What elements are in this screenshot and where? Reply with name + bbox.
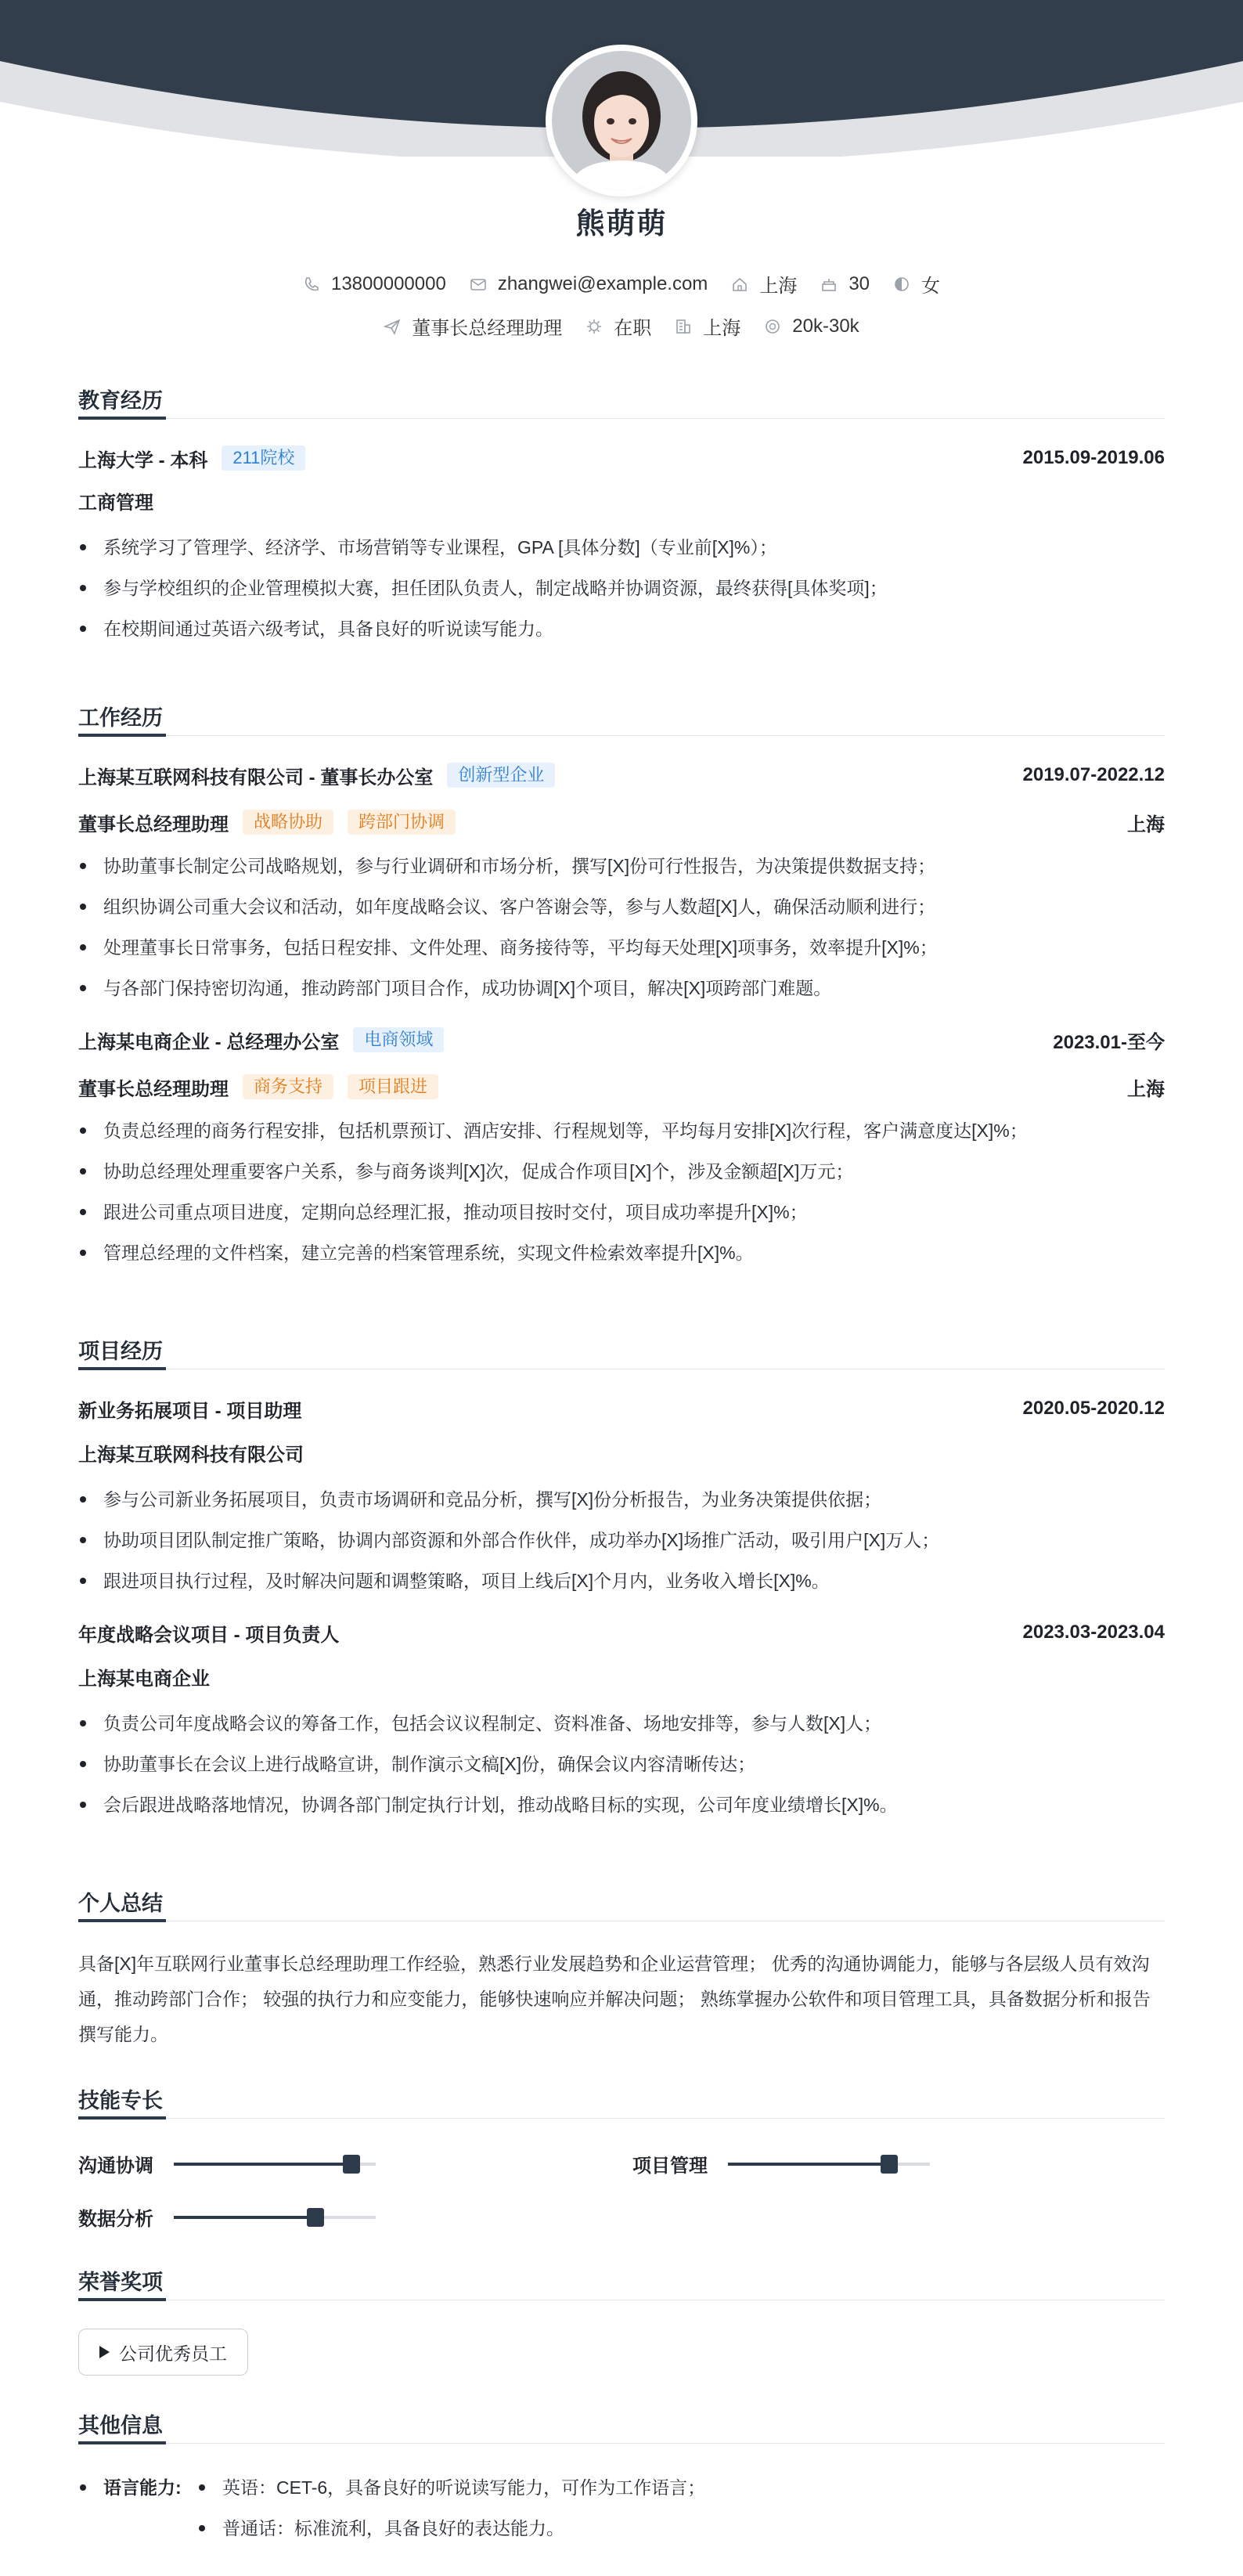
skill-name: 沟通协调	[78, 2156, 153, 2177]
list-item: 与各部门保持密切沟通，推动跨部门项目合作，成功协调[X]个项目，解决[X]项跨部门难题。	[78, 968, 1165, 1008]
section-title: 技能专长	[78, 2086, 1165, 2119]
skill-bar	[728, 2163, 930, 2166]
mail-icon	[470, 276, 487, 293]
job-bullets	[78, 846, 1165, 1008]
role-tag: 项目跟进	[348, 1074, 438, 1099]
gender-item	[893, 270, 940, 298]
job-city: 上海	[1127, 814, 1165, 835]
list-item: 会后跟进战略落地情况，协调各部门制定执行计划，推动战略目标的实现，公司年度业绩增长[X]%。	[78, 1784, 1165, 1825]
age-icon	[820, 276, 838, 293]
candidate-name: 熊萌萌	[575, 207, 668, 240]
major: 工商管理	[78, 492, 153, 514]
avatar-photo	[552, 51, 691, 190]
job-header	[78, 759, 1165, 791]
project-bullets	[78, 1703, 1165, 1825]
gender-icon	[893, 276, 910, 293]
age-item	[820, 273, 870, 295]
skill-name: 数据分析	[78, 2209, 153, 2230]
skill-name: 项目管理	[632, 2156, 708, 2177]
honor-label: 公司优秀员工	[119, 2343, 227, 2364]
language-label: 语言能力:	[78, 2467, 197, 2549]
status-item	[585, 312, 651, 340]
honor-badge	[78, 2329, 248, 2376]
home-icon	[731, 276, 748, 293]
education-bullets	[78, 527, 1165, 649]
list-item: 英语：CET-6，具备良好的听说读写能力，可作为工作语言；	[197, 2467, 705, 2508]
skill-bar	[174, 2163, 376, 2166]
gender-text: 女	[921, 276, 941, 297]
age-text: 30	[848, 272, 870, 294]
phone-text: 13800000000	[330, 272, 446, 294]
job-role: 董事长总经理助理	[78, 1078, 229, 1100]
avatar	[546, 45, 697, 197]
job-period: 2023.01-至今	[1053, 1031, 1165, 1053]
school-tag: 211院校	[222, 446, 305, 471]
role-tag: 跨部门协调	[348, 810, 456, 835]
education-header	[78, 442, 1165, 474]
company-tag: 创新型企业	[447, 763, 555, 788]
project-name: 年度战略会议项目 - 项目负责人	[78, 1624, 340, 1646]
role-tag: 商务支持	[243, 1074, 333, 1099]
project-header	[78, 1617, 1165, 1648]
education-period: 2015.09-2019.06	[1022, 447, 1165, 468]
status-text: 在职	[614, 318, 652, 339]
section-title: 教育经历	[78, 386, 1165, 419]
role-tag: 战略协助	[243, 810, 333, 835]
job-role-row	[78, 1071, 1165, 1102]
job-role-row	[78, 806, 1165, 838]
skill-item	[78, 2203, 376, 2231]
list-item: 组织协调公司重大会议和活动，如年度战略会议、客户答谢会等，参与人数超[X]人，确保活动顺利进行；	[78, 886, 1165, 927]
skill-item	[78, 2150, 376, 2177]
section-title: 个人总结	[78, 1889, 1165, 1921]
skills-grid	[78, 2142, 1165, 2252]
location-item	[731, 270, 797, 298]
project-name: 新业务拓展项目 - 项目助理	[78, 1400, 302, 1422]
project-bullets	[78, 1479, 1165, 1601]
list-item: 跟进公司重点项目进度，定期向总经理汇报，推动项目按时交付，项目成功率提升[X]%；	[78, 1192, 1165, 1232]
list-item: 协助总经理处理重要客户关系，参与商务谈判[X]次，促成合作项目[X]个，涉及金额超[X]万元；	[78, 1151, 1165, 1192]
skill-item	[632, 2150, 930, 2177]
project-header	[78, 1393, 1165, 1424]
company-name: 上海某电商企业 - 总经理办公室	[78, 1031, 340, 1053]
target-city-item	[675, 312, 740, 340]
email-item	[470, 273, 708, 295]
location-text: 上海	[759, 276, 798, 297]
section-title: 项目经历	[78, 1337, 1165, 1369]
job-header	[78, 1024, 1165, 1055]
list-item: 协助董事长在会议上进行战略宣讲，制作演示文稿[X]份，确保会议内容清晰传达；	[78, 1744, 1165, 1784]
list-item: 跟进项目执行过程，及时解决问题和调整策略，项目上线后[X]个月内，业务收入增长[X]%。	[78, 1560, 1165, 1601]
building-icon	[675, 318, 692, 335]
list-item: 管理总经理的文件档案，建立完善的档案管理系统，实现文件检索效率提升[X]%。	[78, 1232, 1165, 1273]
intent-row	[0, 312, 1243, 340]
company-name: 上海某互联网科技有限公司 - 董事长办公室	[78, 767, 434, 788]
language-list	[197, 2467, 705, 2549]
company-tag: 电商领域	[353, 1027, 444, 1052]
play-icon	[99, 2346, 110, 2358]
project-org: 上海某互联网科技有限公司	[78, 1445, 304, 1466]
job-city: 上海	[1127, 1078, 1165, 1100]
phone-item	[303, 273, 446, 295]
projects-section	[78, 1337, 1165, 1825]
salary-icon	[764, 318, 781, 335]
position-text: 董事长总经理助理	[412, 318, 563, 339]
job-bullets	[78, 1110, 1165, 1273]
project-period: 2023.03-2023.04	[1022, 1622, 1165, 1643]
work-section	[78, 703, 1165, 1273]
list-item: 参与公司新业务拓展项目，负责市场调研和竞品分析，撰写[X]份分析报告，为业务决策提供依据；	[78, 1479, 1165, 1520]
skill-bar	[174, 2216, 376, 2219]
list-item: 普通话：标准流利，具备良好的表达能力。	[197, 2508, 705, 2549]
phone-icon	[303, 276, 320, 293]
list-item: 系统学习了管理学、经济学、市场营销等专业课程，GPA [具体分数]（专业前[X]%）；	[78, 527, 1165, 568]
email-text: zhangwei@example.com	[497, 272, 708, 294]
salary-text: 20k-30k	[792, 315, 859, 337]
list-item: 负责公司年度战略会议的筹备工作，包括会议议程制定、资料准备、场地安排等，参与人数[X]人；	[78, 1703, 1165, 1744]
summary-text: 具备[X]年互联网行业董事长总经理助理工作经验，熟悉行业发展趋势和企业运营管理； 优秀的沟通协调能力，能够与各层级人员有效沟通，推动跨部门合作； 较强的执行力和应变能力，能够快速响应并解决问题； 熟练掌握办公软件和项目管理工具，具备数据分析和报告撰写能力。	[78, 1954, 1151, 2044]
send-icon	[384, 318, 401, 335]
target-city-text: 上海	[703, 318, 741, 339]
status-icon	[585, 318, 603, 335]
list-item: 协助董事长制定公司战略规划，参与行业调研和市场分析，撰写[X]份可行性报告，为决策提供数据支持；	[78, 846, 1165, 886]
project-org: 上海某电商企业	[78, 1669, 210, 1690]
salary-item	[764, 316, 859, 337]
skills-section	[78, 2086, 1165, 2252]
position-item	[384, 312, 562, 340]
honors-section	[78, 2268, 1165, 2376]
summary-section	[78, 1889, 1165, 2052]
section-title: 工作经历	[78, 703, 1165, 736]
section-title: 其他信息	[78, 2411, 1165, 2444]
other-info	[78, 2467, 1165, 2549]
list-item: 协助项目团队制定推广策略，协调内部资源和外部合作伙伴，成功举办[X]场推广活动，吸引用户[X]万人；	[78, 1520, 1165, 1560]
list-item: 在校期间通过英语六级考试，具备良好的听说读写能力。	[78, 608, 1165, 649]
section-title: 荣誉奖项	[78, 2268, 1165, 2300]
job-period: 2019.07-2022.12	[1022, 764, 1165, 785]
contact-row	[0, 270, 1243, 298]
project-period: 2020.05-2020.12	[1022, 1398, 1165, 1419]
school-name: 上海大学 - 本科	[78, 449, 208, 471]
other-section	[78, 2411, 1165, 2549]
list-item: 参与学校组织的企业管理模拟大赛，担任团队负责人，制定战略并协调资源，最终获得[具体奖项]；	[78, 568, 1165, 608]
list-item: 处理董事长日常事务，包括日程安排、文件处理、商务接待等，平均每天处理[X]项事务，效率提升[X]%；	[78, 927, 1165, 968]
education-section	[78, 386, 1165, 649]
list-item: 负责总经理的商务行程安排，包括机票预订、酒店安排、行程规划等，平均每月安排[X]次行程，客户满意度达[X]%；	[78, 1110, 1165, 1151]
job-role: 董事长总经理助理	[78, 814, 229, 835]
